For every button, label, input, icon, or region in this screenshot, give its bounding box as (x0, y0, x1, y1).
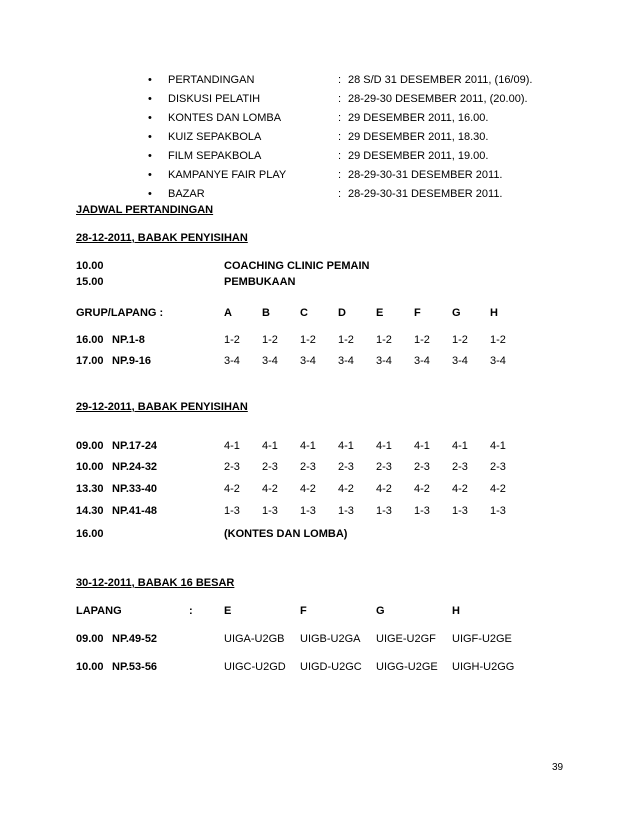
match-cell: 1-3 (414, 505, 430, 517)
match-cell: 3-4 (224, 355, 240, 367)
schedule-separator: : (338, 112, 342, 124)
schedule-separator: : (338, 150, 342, 162)
schedule-separator: : (338, 93, 342, 105)
match-cell: 4-1 (490, 440, 506, 452)
grup-column-header: E (376, 307, 384, 319)
lapang-column-header: G (376, 605, 385, 617)
match-time: 16.00 (76, 528, 104, 540)
match-cell: 4-2 (224, 483, 240, 495)
match-time: 09.00 (76, 440, 104, 452)
schedule-value: 29 DESEMBER 2011, 19.00. (348, 150, 489, 162)
match-cell: 1-2 (490, 334, 506, 346)
schedule-value: 29 DESEMBER 2011, 16.00. (348, 112, 489, 124)
match-cell: 1-2 (414, 334, 430, 346)
bullet-icon: • (148, 188, 152, 200)
match-cell: 2-3 (452, 461, 468, 473)
match-cell: 4-2 (376, 483, 392, 495)
match-time: 10.00 (76, 661, 104, 673)
match-time: 10.00 (76, 461, 104, 473)
match-np: NP.33-40 (112, 483, 158, 495)
match-cell: 3-4 (262, 355, 278, 367)
match-cell: 3-4 (490, 355, 506, 367)
match-cell: 3-4 (300, 355, 316, 367)
schedule-label: KAMPANYE FAIR PLAY (168, 169, 287, 181)
match-np: NP.24-32 (112, 461, 158, 473)
lapang-separator: : (189, 605, 193, 617)
grup-column-header: G (452, 307, 461, 319)
match-cell: 4-1 (338, 440, 354, 452)
lapang-column-header: H (452, 605, 460, 617)
event-desc: PEMBUKAAN (224, 276, 296, 288)
bullet-icon: • (148, 112, 152, 124)
match-cell: 1-2 (338, 334, 354, 346)
schedule-separator: : (338, 131, 342, 143)
schedule-separator: : (338, 74, 342, 86)
match-cell: 2-3 (490, 461, 506, 473)
match-cell: 4-2 (490, 483, 506, 495)
match-time: 17.00 (76, 355, 104, 367)
bullet-icon: • (148, 131, 152, 143)
match-cell: UIGB-U2GA (300, 633, 361, 645)
day-heading: 30-12-2011, BABAK 16 BESAR (76, 577, 235, 589)
bullet-icon: • (148, 150, 152, 162)
grup-column-header: B (262, 307, 270, 319)
day-heading: 28-12-2011, BABAK PENYISIHAN (76, 232, 248, 244)
match-cell: UIGA-U2GB (224, 633, 285, 645)
match-np: NP.41-48 (112, 505, 158, 517)
match-cell: 1-3 (262, 505, 278, 517)
match-cell: UIGF-U2GE (452, 633, 512, 645)
match-cell: 2-3 (262, 461, 278, 473)
match-cell: 1-3 (452, 505, 468, 517)
event-time: 10.00 (76, 260, 104, 272)
schedule-label: KONTES DAN LOMBA (168, 112, 282, 124)
lapang-label: LAPANG (76, 605, 122, 617)
match-cell: 2-3 (414, 461, 430, 473)
match-cell: UIGG-U2GE (376, 661, 438, 673)
match-cell: 2-3 (338, 461, 354, 473)
match-time: 13.30 (76, 483, 104, 495)
bullet-icon: • (148, 169, 152, 181)
match-cell: 4-2 (414, 483, 430, 495)
match-cell: 2-3 (300, 461, 316, 473)
match-time: 14.30 (76, 505, 104, 517)
match-cell: 1-2 (376, 334, 392, 346)
day-heading: 29-12-2011, BABAK PENYISIHAN (76, 401, 248, 413)
match-cell: 4-2 (262, 483, 278, 495)
schedule-value: 28-29-30-31 DESEMBER 2011. (348, 169, 503, 181)
schedule-value: 29 DESEMBER 2011, 18.30. (348, 131, 489, 143)
match-cell: 4-1 (300, 440, 316, 452)
grup-column-header: D (338, 307, 346, 319)
event-desc: COACHING CLINIC PEMAIN (224, 260, 370, 272)
match-cell: 4-2 (338, 483, 354, 495)
schedule-separator: : (338, 169, 342, 181)
grup-column-header: F (414, 307, 421, 319)
match-cell: 1-3 (376, 505, 392, 517)
lapang-column-header: F (300, 605, 307, 617)
match-np: NP.9-16 (112, 355, 151, 367)
schedule-label: PERTANDINGAN (168, 74, 255, 86)
event-time: 15.00 (76, 276, 104, 288)
match-cell: 3-4 (376, 355, 392, 367)
grup-column-header: C (300, 307, 308, 319)
match-cell: 1-2 (300, 334, 316, 346)
bullet-icon: • (148, 93, 152, 105)
match-cell: 3-4 (452, 355, 468, 367)
match-cell: 4-1 (262, 440, 278, 452)
match-cell: UIGC-U2GD (224, 661, 286, 673)
schedule-value: 28-29-30-31 DESEMBER 2011. (348, 188, 503, 200)
match-np: NP.1-8 (112, 334, 145, 346)
match-cell: 4-1 (452, 440, 468, 452)
match-np: NP.53-56 (112, 661, 158, 673)
match-cell: UIGD-U2GC (300, 661, 362, 673)
match-cell: 1-2 (224, 334, 240, 346)
grup-column-header: H (490, 307, 498, 319)
match-cell: 1-3 (338, 505, 354, 517)
schedule-label: BAZAR (168, 188, 205, 200)
match-cell: 1-3 (490, 505, 506, 517)
schedule-label: KUIZ SEPAKBOLA (168, 131, 262, 143)
schedule-label: FILM SEPAKBOLA (168, 150, 262, 162)
match-cell: 1-2 (262, 334, 278, 346)
page-number: 39 (552, 762, 564, 773)
match-time: 09.00 (76, 633, 104, 645)
event-desc: (KONTES DAN LOMBA) (224, 528, 348, 540)
match-cell: 1-3 (224, 505, 240, 517)
match-cell: UIGE-U2GF (376, 633, 436, 645)
match-cell: 4-1 (224, 440, 240, 452)
match-cell: 2-3 (376, 461, 392, 473)
match-cell: 1-3 (300, 505, 316, 517)
schedule-value: 28 S/D 31 DESEMBER 2011, (16/09). (348, 74, 533, 86)
match-cell: 4-2 (452, 483, 468, 495)
match-np: NP.17-24 (112, 440, 158, 452)
lapang-column-header: E (224, 605, 232, 617)
match-cell: UIGH-U2GG (452, 661, 515, 673)
grup-column-header: A (224, 307, 232, 319)
match-cell: 3-4 (338, 355, 354, 367)
match-cell: 4-2 (300, 483, 316, 495)
section-title: JADWAL PERTANDINGAN (76, 204, 214, 216)
bullet-icon: • (148, 74, 152, 86)
match-np: NP.49-52 (112, 633, 158, 645)
grup-label: GRUP/LAPANG : (76, 307, 164, 319)
schedule-label: DISKUSI PELATIH (168, 93, 261, 105)
schedule-separator: : (338, 188, 342, 200)
match-time: 16.00 (76, 334, 104, 346)
schedule-value: 28-29-30 DESEMBER 2011, (20.00). (348, 93, 528, 105)
match-cell: 4-1 (376, 440, 392, 452)
match-cell: 3-4 (414, 355, 430, 367)
match-cell: 1-2 (452, 334, 468, 346)
match-cell: 4-1 (414, 440, 430, 452)
match-cell: 2-3 (224, 461, 240, 473)
